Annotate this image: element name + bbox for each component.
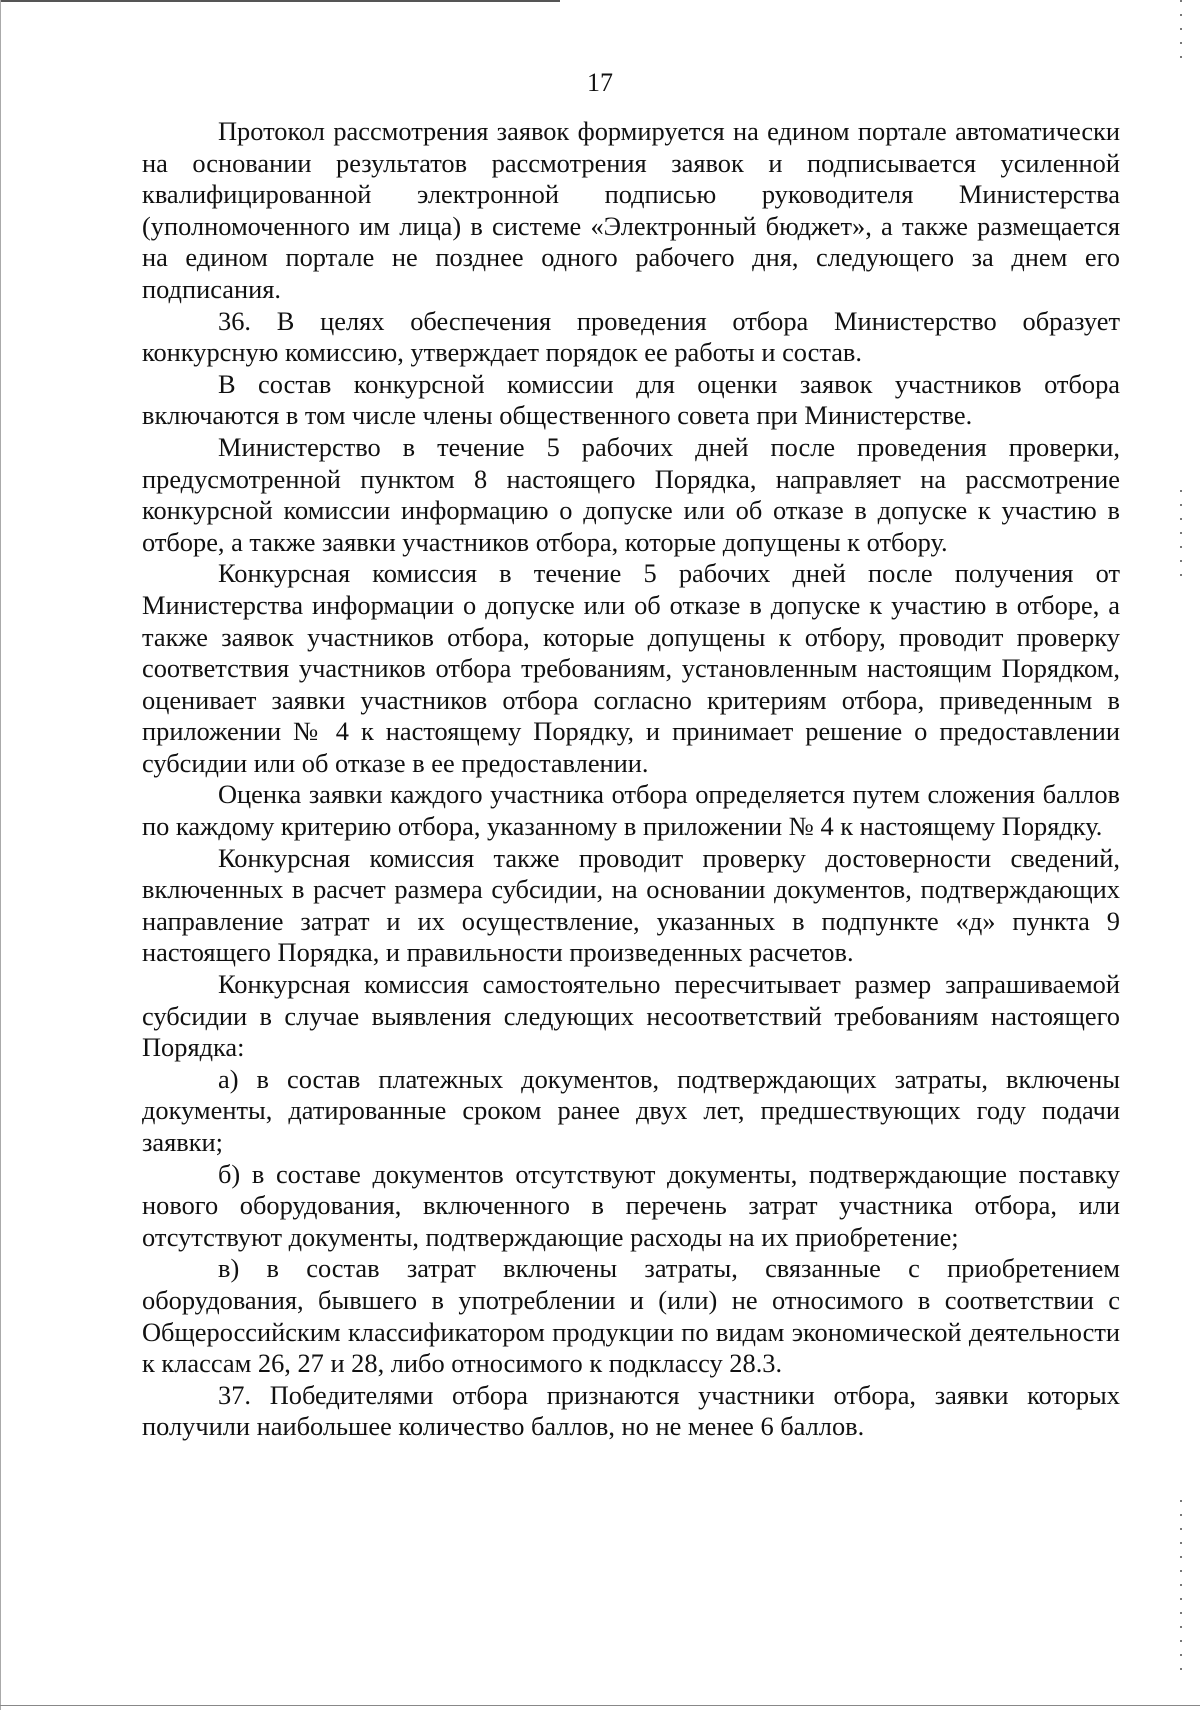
scan-edge-left [0, 0, 1, 1710]
paragraph-commission-review: Конкурсная комиссия в течение 5 рабочих дней после получения от Министерства информации о допуске или об отказе в допуске к участию в отборе, а также заявок участников отбора, которые допущены к отбору, проводит проверку соответствия участников отбора требованиям, установленным настоящим Порядком, оценивает заявки участников отбора согласно критериям отбора, приведенным в приложении № 4 к настоящему Порядку, и принимает решение о предоставлении субсидии или об отказе в ее предоставлении. [142, 558, 1120, 778]
list-item-a: а) в состав платежных документов, подтверждающих затраты, включены документы, датированные сроком ранее двух лет, предшествующих году подачи заявки; [142, 1063, 1120, 1157]
scan-edge-bottom [0, 1705, 1200, 1706]
paragraph-verification: Конкурсная комиссия также проводит проверку достоверности сведений, включенных в расчет размера субсидии, на основании документов, подтверждающих направление затрат и их осуществление, указанных в подпункте «д» пункта 9 настоящего Порядка, и правильности произведенных расчетов. [142, 842, 1120, 968]
paragraph-commission-composition: В состав конкурсной комиссии для оценки заявок участников отбора включаются в том числе члены общественного совета при Министерстве. [142, 368, 1120, 431]
page-number: 17 [587, 68, 613, 97]
scan-noise-dots [1180, 0, 1182, 60]
paragraph-scoring: Оценка заявки каждого участника отбора определяется путем сложения баллов по каждому критерию отбора, указанному в приложении № 4 к настоящему Порядку. [142, 779, 1120, 842]
paragraph-recalculation: Конкурсная комиссия самостоятельно пересчитывает размер запрашиваемой субсидии в случае выявления следующих несоответствий требованиям настоящего Порядка: [142, 969, 1120, 1063]
list-item-b: б) в составе документов отсутствуют документы, подтверждающие поставку нового оборудования, включенного в перечень затрат участника отбора, или отсутствуют документы, подтверждающие расходы на их приобретение; [142, 1158, 1120, 1252]
scan-noise-dots [1180, 490, 1182, 580]
paragraph-37: 37. Победителями отбора признаются участники отбора, заявки которых получили наибольшее количество баллов, но не менее 6 баллов. [142, 1379, 1120, 1442]
document-body [142, 116, 1120, 1443]
paragraph-ministry-referral: Министерство в течение 5 рабочих дней после проведения проверки, предусмотренной пунктом 8 настоящего Порядка, направляет на рассмотрение конкурсной комиссии информацию о допуске или об отказе в допуске к участию в отборе, а также заявки участников отбора, которые допущены к отбору. [142, 431, 1120, 557]
scan-noise-dots [1180, 1500, 1182, 1670]
scan-edge-top [0, 0, 560, 2]
paragraph-36: 36. В целях обеспечения проведения отбора Министерство образует конкурсную комиссию, утверждает порядок ее работы и состав. [142, 305, 1120, 368]
paragraph-protocol: Протокол рассмотрения заявок формируется на едином портале автоматически на основании результатов рассмотрения заявок и подписывается усиленной квалифицированной электронной подписью руководителя Министерства (уполномоченного им лица) в системе «Электронный бюджет», а также размещается на едином портале не позднее одного рабочего дня, следующего за днем его подписания. [142, 116, 1120, 304]
list-item-v: в) в состав затрат включены затраты, связанные с приобретением оборудования, бывшего в употреблении и (или) не относимого в соответствии с Общероссийским классификатором продукции по видам экономической деятельности к классам 26, 27 и 28, либо относимого к подклассу 28.3. [142, 1253, 1120, 1379]
